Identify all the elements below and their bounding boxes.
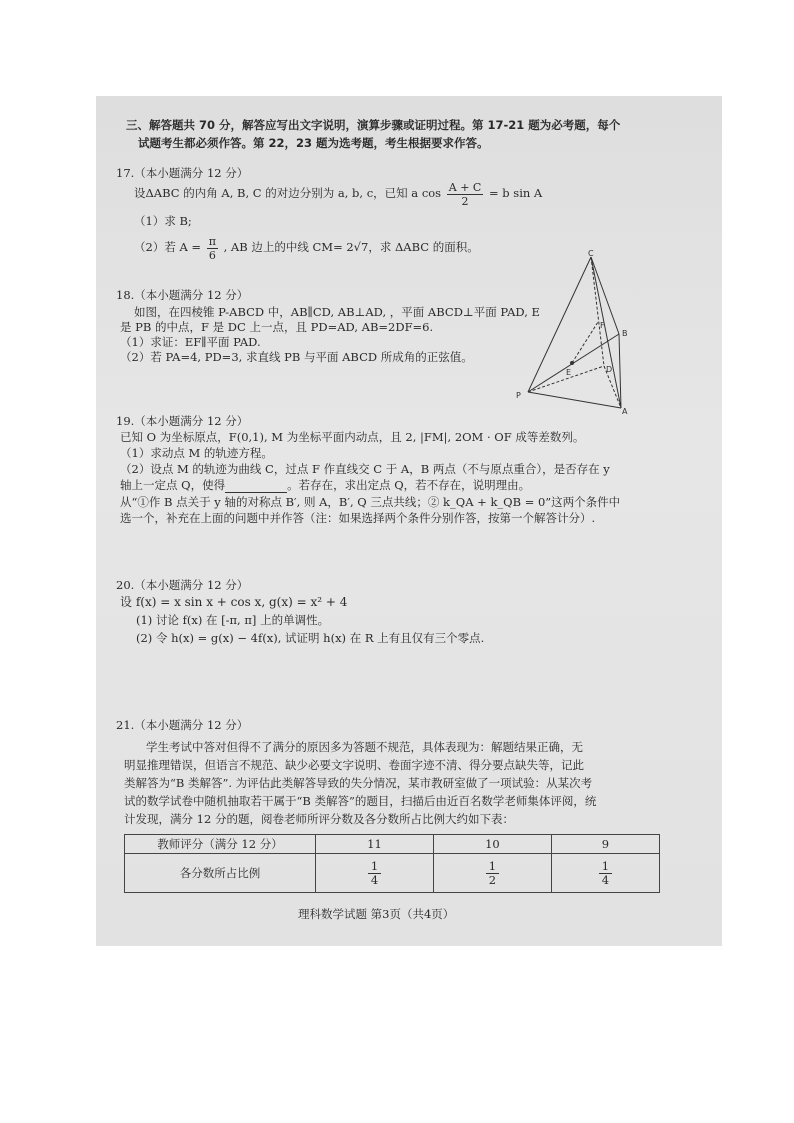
q19-line3-pre: 轴上一定点 Q，使得 [120, 478, 226, 492]
q17-part2-frac-num: π [208, 234, 216, 248]
point-e [570, 361, 574, 365]
q20-part2: (2) 令 h(x) = g(x) − 4f(x), 试证明 h(x) 在 R 上有且仅有三个零点. [136, 631, 485, 645]
ratio-den: 4 [370, 872, 379, 887]
q17-part2-fraction [207, 235, 218, 262]
q17-heading: 17.（本小题满分 12 分） [116, 166, 249, 180]
answer-blank [225, 481, 287, 493]
q19-line3 [120, 478, 530, 493]
score-cell: 10 [433, 835, 551, 854]
label-f: F [600, 321, 605, 330]
q21-heading: 21.（本小题满分 12 分） [116, 718, 249, 732]
q19-heading: 19.（本小题满分 12 分） [116, 414, 249, 428]
q17-part2 [134, 230, 479, 264]
label-p: P [516, 391, 521, 400]
q20-part1: (1) 讨论 f(x) 在 [-π, π] 上的单调性。 [136, 613, 330, 627]
ratio-den: 4 [601, 872, 610, 887]
edge-ca [591, 257, 621, 408]
score-cell: 9 [551, 835, 659, 854]
pyramid-figure [514, 248, 634, 420]
q20-heading: 20.（本小题满分 12 分） [116, 578, 249, 592]
q21-line4: 试的数学试卷中随机抽取若干属于“B 类解答”的题目，扫描后由近百名数学老师集体评阅，统 [124, 794, 597, 808]
section-heading-line2: 试题考生都必须作答。第 22，23 题为选考题，考生根据要求作答。 [138, 136, 489, 150]
q19-line5: 选一个，补充在上面的问题中并作答（注：如果选择两个条件分别作答，按第一个解答计分）. [120, 511, 596, 525]
q19-line3-post: 。若存在，求出定点 Q，若不存在，说明理由。 [287, 478, 531, 492]
q18-heading: 18.（本小题满分 12 分） [116, 288, 249, 302]
q20-line1: 设 f(x) = x sin x + cos x, g(x) = x² + 4 [120, 595, 348, 609]
q19-part1: （1）求动点 M 的轨迹方程。 [120, 446, 273, 460]
ratio-num: 1 [599, 860, 612, 874]
q21-line1: 学生考试中答对但得不了满分的原因多为答题不规范，具体表现为：解题结果正确，无 [146, 740, 583, 754]
label-e: E [566, 368, 572, 377]
q17-text-pre: 设ΔABC 的内角 A, B, C 的对边分别为 a, b, c，已知 a cos [134, 186, 442, 200]
q17-part2-frac-den: 6 [208, 248, 216, 262]
exam-page [96, 96, 722, 946]
ratio-cell [433, 854, 551, 893]
q17-fraction [447, 181, 484, 208]
q21-line5: 计发现，满分 12 分的题，阅卷老师所评分数及各分数所占比例大约如下表： [124, 812, 514, 826]
page-footer: 理科数学试题 第3页（共4页） [298, 907, 455, 921]
q17-statement [134, 174, 542, 212]
table-row-scores [125, 835, 660, 854]
edge-pa [528, 392, 621, 408]
score-cell: 11 [316, 835, 434, 854]
q17-part2-post: , AB 边上的中线 CM= 2√7，求 ΔABC 的面积。 [223, 240, 479, 254]
q17-frac-num: A + C [448, 180, 482, 194]
score-table [124, 834, 660, 893]
q19-part2: （2）设点 M 的轨迹为曲线 C，过点 F 作直线交 C 于 A，B 两点（不与原点重合），是否存在 y [120, 462, 610, 476]
ratio-cell [551, 854, 659, 893]
q17-part1: （1）求 B; [134, 214, 192, 228]
q17-text-post: = b sin A [488, 186, 543, 200]
q17-frac-den: 2 [461, 194, 469, 208]
row2-label: 各分数所占比例 [125, 854, 316, 893]
q21-line2: 明显推理错误，但语言不规范、缺少必要文字说明、卷面字迹不清、得分要点缺失等，记此 [124, 758, 584, 772]
segment-ef [572, 322, 598, 363]
table-row-ratios [125, 854, 660, 893]
edge-cb [591, 257, 619, 334]
section-heading-line1: 三、解答题共 70 分，解答应写出文字说明，演算步骤或证明过程。第 17-21 题为必考题，每个 [126, 118, 621, 132]
q18-part1: （1）求证：EF∥平面 PAD. [120, 335, 261, 349]
ratio-num: 1 [486, 860, 499, 874]
row1-label: 教师评分（满分 12 分） [125, 835, 316, 854]
q17-part2-pre: （2）若 A = [134, 240, 202, 254]
ratio-num: 1 [368, 860, 381, 874]
label-a: A [622, 407, 628, 416]
label-b: B [622, 329, 628, 338]
q21-line3: 类解答为“B 类解答”. 为评估此类解答导致的失分情况，某市教研室做了一项试验：从某次考 [124, 776, 593, 790]
label-d: D [606, 365, 613, 374]
q19-line4: 从“①作 B 点关于 y 轴的对称点 B′, 则 A，B′, Q 三点共线；② k_QA + k_QB = 0”这两个条件中 [120, 495, 621, 509]
label-c: C [588, 249, 594, 258]
q18-line2: 是 PB 的中点，F 是 DC 上一点，且 PD=AD, AB=2DF=6. [120, 320, 434, 334]
q18-part2: （2）若 PA=4, PD=3, 求直线 PB 与平面 ABCD 所成角的正弦值。 [120, 350, 473, 364]
q18-line1: 如图，在四棱锥 P-ABCD 中，AB∥CD, AB⊥AD, ，平面 ABCD⊥平面 PAD, E [134, 305, 540, 319]
q19-line1: 已知 O 为坐标原点，F(0,1), M 为坐标平面内动点，且 2, |FM|, 2OM · OF 成等差数列。 [120, 430, 585, 444]
ratio-den: 2 [488, 872, 497, 887]
ratio-cell [316, 854, 434, 893]
